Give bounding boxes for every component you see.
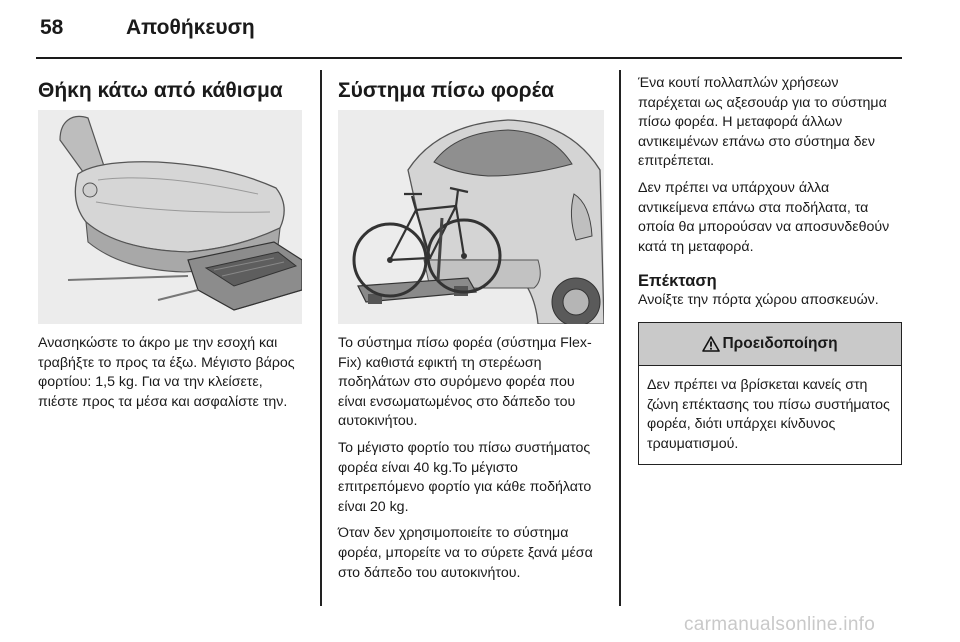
underseat-drawer-illustration: [38, 110, 302, 324]
watermark: carmanualsonline.info: [684, 614, 876, 635]
page-header: [30, 16, 900, 52]
rear-carrier-text: [338, 334, 606, 590]
section-heading-rear-carrier: Σύστημα πίσω φορέα: [338, 79, 555, 102]
seat-drawing: [38, 110, 302, 324]
underseat-text: [38, 334, 306, 419]
carrier-paragraph-5: Δεν πρέπει να υπάρχουν άλλα αντικείμενα επάνω στα ποδήλατα, τα οποία θα μπορούσαν να αποσυνδεθούν κατά τη μεταφορά.: [638, 179, 890, 255]
carrier-paragraph-1: Το σύστημα πίσω φορέα (σύστημα Flex-Fix) καθιστά εφικτή τη στερέωση ποδηλάτων στο συρόμενο φορέα που είναι ενσωματωμένος στο δάπεδο του αυτοκινήτου.: [338, 335, 592, 430]
rear-carrier-bicycle-illustration: [338, 110, 604, 324]
column-divider-1: [320, 70, 322, 606]
warning-header: [639, 323, 901, 366]
subheading-extension: Επέκταση: [638, 272, 717, 291]
page-number: 58: [40, 16, 64, 39]
warning-title: Προειδοποίηση: [722, 335, 838, 352]
carrier-paragraph-2: Το μέγιστο φορτίο του πίσω συστήματος φορέα είναι 40 kg.Το μέγιστο επιτρεπόμενο φορτίο για κάθε ποδήλατο είναι 20 kg.: [338, 439, 592, 515]
section-heading-underseat: Θήκη κάτω από κάθισμα: [38, 79, 283, 102]
warning-triangle-icon: [702, 336, 720, 352]
warning-body: Δεν πρέπει να βρίσκεται κανείς στη ζώνη επέκτασης του πίσω συστήματος φορέα, διότι υπάρχει κίνδυνος τραυματισμού.: [647, 377, 890, 452]
extension-text: Ανοίξτε την πόρτα χώρου αποσκευών.: [638, 292, 879, 309]
underseat-paragraph: Ανασηκώστε το άκρο με την εσοχή και τραβήξτε το προς τα έξω. Μέγιστο βάρος φορτίου: 1,5 kg. Για να την κλείσετε, πιέστε προς τα μέσα και ασφαλίστε την.: [38, 335, 295, 410]
chapter-title: Αποθήκευση: [126, 16, 255, 39]
right-column-text: [638, 74, 902, 318]
column-divider-2: [619, 70, 621, 606]
warning-box: [638, 322, 902, 465]
header-rule: [36, 57, 902, 59]
carrier-drawing: [338, 110, 604, 324]
carrier-paragraph-4: Ένα κουτί πολλαπλών χρήσεων παρέχεται ως αξεσουάρ για το σύστημα πίσω φορέα. Η μεταφορά άλλων αντικειμένων επάνω στο σύστημα δεν επιτρέπεται.: [638, 75, 887, 170]
carrier-paragraph-3: Όταν δεν χρησιμοποιείτε το σύστημα φορέα, μπορείτε να το σύρετε ξανά μέσα στο δάπεδο του αυτοκινήτου.: [338, 525, 593, 581]
